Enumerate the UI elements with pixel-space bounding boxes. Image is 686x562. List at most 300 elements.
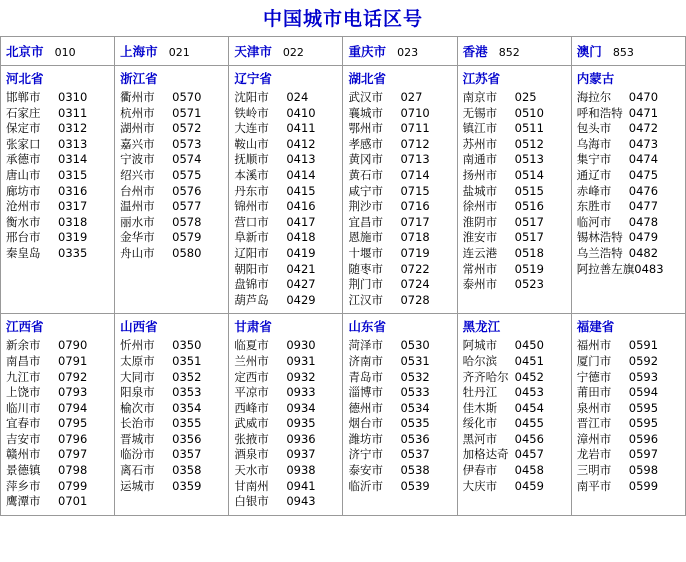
city-item — [234, 90, 338, 106]
city-item — [463, 401, 567, 417]
city-name: 丽水市 — [120, 214, 155, 229]
city-name: 无锡市 — [462, 105, 498, 120]
city-item — [6, 354, 110, 370]
municipality-cell-macau — [571, 37, 685, 66]
city-list — [463, 338, 567, 494]
city-area-code: 027 — [400, 90, 423, 104]
city-area-code: 0418 — [286, 230, 316, 245]
city-name: 宁波市 — [120, 152, 155, 167]
city-item — [234, 293, 338, 309]
city-name: 武汉市 — [348, 90, 383, 104]
city-item — [348, 168, 452, 184]
city-name: 江汉市 — [348, 292, 383, 307]
city-item — [120, 230, 224, 246]
region-row-2 — [1, 314, 686, 516]
city-item — [463, 246, 567, 262]
city-name: 荆门市 — [348, 277, 383, 292]
city-area-code: 0351 — [172, 353, 202, 368]
city-name: 黑河市 — [462, 431, 498, 446]
city-area-code: 0519 — [514, 261, 544, 276]
city-item — [577, 246, 681, 262]
city-area-code: 0458 — [514, 463, 544, 478]
city-item — [234, 479, 338, 495]
city-area-code: 0410 — [286, 105, 316, 120]
city-name: 通辽市 — [576, 167, 612, 182]
city-item — [577, 121, 681, 137]
city-area-code: 0571 — [172, 105, 202, 120]
city-list — [577, 338, 681, 494]
city-name: 泰安市 — [348, 463, 383, 478]
city-item — [463, 262, 567, 278]
city-area-code: 0711 — [400, 121, 430, 136]
city-area-code: 0798 — [58, 463, 88, 478]
city-area-code: 0531 — [400, 353, 430, 368]
municipality-cell-hongkong — [457, 37, 571, 66]
city-area-code: 0701 — [58, 494, 88, 509]
city-area-code: 0453 — [514, 385, 544, 400]
city-area-code: 0470 — [628, 90, 659, 104]
city-area-code: 0532 — [400, 369, 430, 384]
city-item — [463, 385, 567, 401]
city-name: 南通市 — [462, 152, 498, 167]
region-name: 辽宁省 — [234, 71, 272, 86]
city-item — [348, 463, 452, 479]
city-item — [234, 152, 338, 168]
city-area-code: 0595 — [628, 400, 659, 415]
city-area-code: 0575 — [172, 167, 202, 182]
city-item — [577, 463, 681, 479]
city-item — [348, 370, 452, 386]
city-item — [120, 168, 224, 184]
city-item — [234, 106, 338, 122]
city-name: 绥化市 — [462, 416, 498, 431]
region-row-1 — [1, 66, 686, 314]
city-area-code: 0794 — [58, 400, 88, 415]
city-area-code: 0517 — [514, 214, 544, 229]
city-item — [577, 370, 681, 386]
city-item — [463, 168, 567, 184]
city-item — [577, 152, 681, 168]
region-cell-gansu — [229, 314, 343, 516]
city-item — [234, 401, 338, 417]
city-name: 吉安市 — [6, 431, 41, 446]
city-item — [577, 432, 681, 448]
city-name: 襄城市 — [348, 105, 383, 120]
city-name: 临夏市 — [234, 338, 269, 353]
city-area-code: 024 — [286, 90, 309, 104]
city-item — [6, 479, 110, 495]
city-list — [120, 90, 224, 262]
city-item — [348, 293, 452, 309]
city-name: 赣州市 — [6, 447, 41, 462]
city-item — [463, 370, 567, 386]
city-item — [348, 90, 452, 106]
region-cell-neimenggu — [571, 66, 685, 314]
city-item — [234, 463, 338, 479]
city-item — [577, 184, 681, 200]
city-name: 盐城市 — [462, 183, 498, 198]
city-item — [463, 215, 567, 231]
city-name: 菏泽市 — [348, 338, 383, 353]
city-name: 长治市 — [120, 416, 155, 431]
city-item — [120, 199, 224, 215]
city-name: 烟台市 — [348, 416, 383, 431]
city-item — [577, 199, 681, 215]
region-cell-fujian — [571, 314, 685, 516]
city-item — [6, 432, 110, 448]
city-item — [234, 199, 338, 215]
municipality-code: 852 — [498, 46, 520, 59]
city-name: 齐齐哈尔 — [462, 369, 509, 384]
city-item — [348, 184, 452, 200]
city-name: 黄冈市 — [348, 152, 383, 167]
city-area-code: 0579 — [172, 230, 202, 245]
city-item — [348, 121, 452, 137]
city-item — [463, 199, 567, 215]
city-name: 淮阴市 — [462, 214, 498, 229]
city-item — [234, 416, 338, 432]
city-area-code: 0935 — [286, 416, 316, 431]
city-area-code: 0417 — [286, 214, 316, 229]
region-name: 黑龙江 — [462, 319, 501, 335]
city-area-code: 0456 — [514, 431, 544, 446]
city-area-code: 0350 — [172, 338, 202, 353]
city-item — [6, 494, 110, 510]
city-area-code: 0598 — [628, 463, 659, 478]
city-area-code: 0714 — [400, 167, 430, 182]
city-item — [348, 416, 452, 432]
city-area-code: 0421 — [286, 261, 316, 276]
city-area-code: 0427 — [286, 277, 316, 292]
city-area-code: 0474 — [628, 152, 659, 167]
city-name: 新余市 — [6, 338, 41, 353]
city-area-code: 0419 — [286, 245, 316, 260]
city-name: 太原市 — [120, 353, 155, 368]
city-area-code: 0932 — [286, 369, 316, 384]
city-item — [6, 106, 110, 122]
city-area-code: 0576 — [172, 183, 202, 198]
city-item — [577, 106, 681, 122]
city-area-code: 0356 — [172, 431, 202, 446]
city-area-code: 0713 — [400, 152, 430, 167]
city-item — [463, 90, 567, 106]
city-name: 南京市 — [462, 90, 498, 104]
city-name: 九江市 — [6, 369, 41, 384]
city-name: 酒泉市 — [234, 447, 269, 462]
city-name: 石家庄 — [6, 105, 41, 120]
city-area-code: 0451 — [514, 353, 544, 368]
city-area-code: 0511 — [514, 121, 544, 136]
city-item — [120, 463, 224, 479]
city-name: 厦门市 — [576, 353, 612, 368]
city-item — [463, 416, 567, 432]
city-item — [120, 416, 224, 432]
city-area-code: 0715 — [400, 183, 430, 198]
city-name: 赤峰市 — [576, 183, 612, 198]
city-area-code: 0475 — [628, 167, 659, 182]
city-area-code: 0517 — [514, 230, 544, 245]
city-area-code: 0471 — [628, 105, 659, 120]
city-name: 景德镇 — [6, 463, 41, 478]
city-name: 海拉尔 — [576, 90, 612, 104]
city-item — [234, 168, 338, 184]
city-area-code: 0412 — [286, 136, 316, 151]
municipality-row — [1, 37, 686, 66]
city-area-code: 0358 — [172, 463, 202, 478]
city-area-code: 0316 — [58, 183, 88, 198]
city-list — [6, 90, 110, 262]
city-area-code: 0472 — [628, 121, 659, 136]
city-name: 晋城市 — [120, 431, 155, 446]
area-code-table — [0, 36, 686, 516]
city-name: 扬州市 — [462, 167, 498, 182]
city-name: 大连市 — [234, 121, 269, 136]
city-area-code: 0518 — [514, 245, 544, 260]
city-item — [348, 432, 452, 448]
city-name: 榆次市 — [120, 400, 155, 415]
city-area-code: 0591 — [628, 338, 659, 353]
city-name: 萍乡市 — [6, 478, 41, 493]
city-name: 绍兴市 — [120, 167, 155, 182]
city-area-code: 0512 — [514, 136, 544, 151]
city-name: 南平市 — [576, 478, 612, 493]
city-area-code: 0312 — [58, 121, 88, 136]
city-area-code: 0450 — [514, 338, 544, 353]
city-name: 廊坊市 — [6, 183, 41, 198]
city-item — [120, 447, 224, 463]
city-name: 连云港 — [462, 245, 498, 260]
city-area-code: 0414 — [286, 167, 316, 182]
city-item — [6, 215, 110, 231]
city-name: 龙岩市 — [576, 447, 612, 462]
city-area-code: 0574 — [172, 152, 202, 167]
city-item — [120, 354, 224, 370]
city-name: 兰州市 — [234, 353, 269, 368]
city-item — [348, 354, 452, 370]
city-item — [120, 370, 224, 386]
city-area-code: 0791 — [58, 353, 88, 368]
city-name: 甘南州 — [234, 478, 269, 493]
city-area-code: 0514 — [514, 167, 544, 182]
city-area-code: 0938 — [286, 463, 316, 478]
city-name: 葫芦岛 — [234, 292, 269, 307]
city-area-code: 0510 — [514, 105, 544, 120]
city-list — [6, 338, 110, 510]
city-area-code: 0934 — [286, 400, 316, 415]
city-item — [348, 338, 452, 354]
city-area-code: 0797 — [58, 447, 88, 462]
city-area-code: 0429 — [286, 292, 316, 307]
city-item — [348, 385, 452, 401]
city-area-code: 0717 — [400, 214, 430, 229]
city-name: 阳泉市 — [120, 385, 155, 400]
city-name: 泉州市 — [576, 400, 612, 415]
city-item — [234, 338, 338, 354]
city-name: 鄂州市 — [348, 121, 383, 136]
city-name: 淮安市 — [462, 230, 498, 245]
city-name: 鞍山市 — [234, 136, 269, 151]
city-item — [120, 432, 224, 448]
city-area-code: 0577 — [172, 199, 202, 214]
region-name: 山东省 — [348, 319, 386, 335]
city-area-code: 0596 — [628, 431, 659, 446]
city-name: 朝阳市 — [234, 261, 269, 276]
city-name: 本溪市 — [234, 167, 269, 182]
city-area-code: 0724 — [400, 277, 430, 292]
city-name: 宜春市 — [6, 416, 41, 431]
city-area-code: 0796 — [58, 431, 88, 446]
city-item — [234, 230, 338, 246]
city-name: 十堰市 — [348, 245, 383, 260]
city-name: 鹰潭市 — [6, 494, 41, 509]
city-item — [6, 401, 110, 417]
city-name: 抚顺市 — [234, 152, 269, 167]
city-name: 衢州市 — [120, 90, 155, 104]
city-area-code: 0318 — [58, 214, 88, 229]
city-item — [6, 416, 110, 432]
city-name: 辽阳市 — [234, 245, 269, 260]
city-item — [234, 137, 338, 153]
city-item — [463, 152, 567, 168]
city-name: 镇江市 — [462, 121, 498, 136]
city-item — [348, 152, 452, 168]
region-cell-shandong — [343, 314, 457, 516]
city-name: 包头市 — [576, 121, 612, 136]
city-item — [348, 401, 452, 417]
city-area-code: 0416 — [286, 199, 316, 214]
region-name: 福建省 — [576, 319, 615, 335]
city-item — [120, 152, 224, 168]
city-area-code: 0941 — [286, 478, 316, 493]
city-area-code: 0479 — [628, 230, 659, 245]
city-area-code: 0315 — [58, 167, 88, 182]
city-area-code: 0799 — [58, 478, 88, 493]
city-area-code: 0415 — [286, 183, 316, 198]
city-item — [348, 137, 452, 153]
city-list — [234, 90, 338, 308]
city-area-code: 0353 — [172, 385, 202, 400]
city-item — [348, 277, 452, 293]
city-name: 临川市 — [6, 400, 41, 415]
city-name: 加格达奇 — [462, 447, 509, 462]
city-list — [577, 90, 681, 277]
city-area-code: 0523 — [514, 277, 544, 292]
region-cell-liaoning — [229, 66, 343, 314]
city-name: 漳州市 — [576, 431, 612, 446]
city-name: 呼和浩特 — [576, 105, 623, 120]
city-item — [234, 246, 338, 262]
city-name: 济宁市 — [348, 447, 383, 462]
city-name: 潍坊市 — [348, 431, 383, 446]
city-area-code: 0515 — [514, 183, 544, 198]
municipality-name: 上海市 — [120, 44, 158, 59]
city-area-code: 0411 — [286, 121, 316, 136]
city-area-code: 0477 — [628, 199, 659, 214]
city-area-code: 0599 — [628, 478, 659, 493]
city-item — [348, 106, 452, 122]
city-name: 阜新市 — [234, 230, 269, 245]
city-item — [577, 262, 681, 278]
city-area-code: 0593 — [628, 369, 659, 384]
city-area-code: 0359 — [172, 478, 202, 493]
city-area-code: 0580 — [172, 245, 202, 260]
city-item — [463, 184, 567, 200]
municipality-code: 023 — [397, 46, 419, 59]
city-item — [6, 463, 110, 479]
city-area-code: 0578 — [172, 214, 202, 229]
city-area-code: 0728 — [400, 292, 430, 307]
city-name: 宁德市 — [576, 369, 612, 384]
city-name: 天水市 — [234, 463, 269, 478]
city-name: 锦州市 — [234, 199, 269, 214]
city-name: 荆沙市 — [348, 199, 383, 214]
city-item — [348, 199, 452, 215]
city-name: 铁岭市 — [234, 105, 269, 120]
city-name: 阿城市 — [462, 338, 498, 353]
city-area-code: 0716 — [400, 199, 430, 214]
city-area-code: 0535 — [400, 416, 430, 431]
city-name: 西峰市 — [234, 400, 269, 415]
city-item — [348, 230, 452, 246]
city-item — [234, 432, 338, 448]
city-name: 泰州市 — [462, 277, 498, 292]
region-name: 浙江省 — [120, 71, 158, 86]
region-name: 内蒙古 — [576, 71, 615, 86]
city-item — [6, 168, 110, 184]
city-name: 沧州市 — [6, 199, 41, 214]
city-area-code: 0335 — [58, 245, 88, 260]
city-area-code: 0570 — [172, 90, 202, 104]
city-name: 邯郸市 — [6, 90, 41, 104]
city-item — [120, 479, 224, 495]
city-item — [463, 230, 567, 246]
city-name: 阿拉善左旗 — [576, 261, 635, 276]
city-item — [348, 215, 452, 231]
city-list — [234, 338, 338, 510]
city-area-code: 0314 — [58, 152, 88, 167]
municipality-code: 022 — [282, 46, 304, 59]
city-item — [234, 447, 338, 463]
city-item — [120, 215, 224, 231]
city-name: 哈尔滨 — [462, 353, 498, 368]
city-item — [6, 199, 110, 215]
city-name: 忻州市 — [120, 338, 155, 353]
city-name: 衡水市 — [6, 214, 41, 229]
city-name: 秦皇岛 — [6, 245, 41, 260]
city-area-code: 0352 — [172, 369, 202, 384]
city-item — [234, 262, 338, 278]
city-item — [577, 447, 681, 463]
city-area-code: 0516 — [514, 199, 544, 214]
city-item — [6, 184, 110, 200]
municipality-cell-tianjin — [229, 37, 343, 66]
city-area-code: 0355 — [172, 416, 202, 431]
city-name: 邢台市 — [6, 230, 41, 245]
city-area-code: 0310 — [58, 90, 88, 104]
city-list — [348, 338, 452, 494]
city-area-code: 0534 — [400, 400, 430, 415]
city-item — [577, 230, 681, 246]
city-item — [463, 354, 567, 370]
city-name: 大庆市 — [462, 478, 498, 493]
city-item — [120, 137, 224, 153]
city-name: 乌海市 — [576, 136, 612, 151]
city-area-code: 0943 — [286, 494, 316, 509]
city-area-code: 0533 — [400, 385, 430, 400]
city-name: 临汾市 — [120, 447, 155, 462]
city-item — [463, 277, 567, 293]
city-name: 莆田市 — [576, 385, 612, 400]
